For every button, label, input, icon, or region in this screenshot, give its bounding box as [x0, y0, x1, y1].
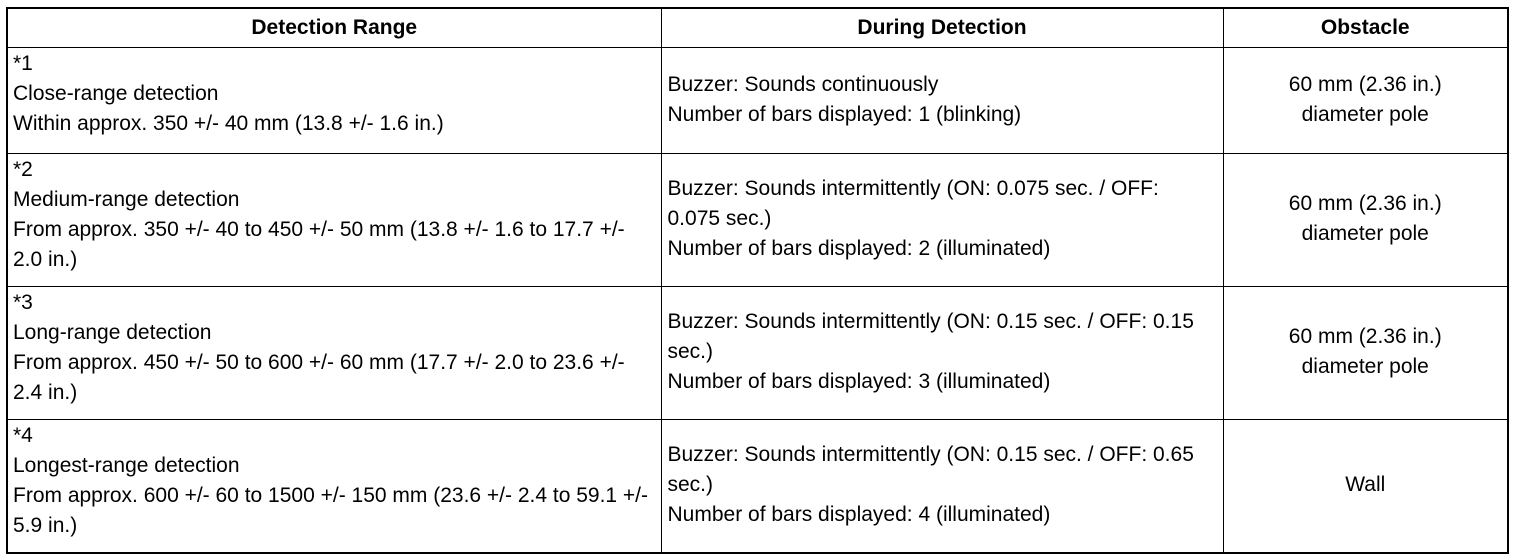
obstacle-line2: diameter pole [1301, 102, 1429, 126]
range-cell [7, 154, 661, 287]
obstacle-line1: 60 mm (2.36 in.) [1288, 192, 1442, 215]
bars-text: Number of bars displayed: 4 (illuminated) [667, 503, 1051, 526]
range-name: Longest-range detection [13, 454, 240, 477]
obstacle-cell [1223, 154, 1508, 287]
obstacle-line1: 60 mm (2.36 in.) [1288, 72, 1442, 96]
range-cell [7, 48, 661, 154]
buzzer-text: Buzzer: Sounds intermittently (ON: 0.15 sec. / OFF: 0.65 sec.) [667, 443, 1194, 496]
header-detection-range: Detection Range [7, 8, 661, 48]
header-obstacle: Obstacle [1223, 8, 1508, 48]
obstacle-cell [1223, 420, 1508, 554]
bars-text: Number of bars displayed: 2 (illuminated) [667, 237, 1051, 260]
range-distance: Within approx. 350 +/- 40 mm (13.8 +/- 1.6 in.) [13, 112, 444, 135]
range-cell [7, 287, 661, 420]
range-distance: From approx. 350 +/- 40 to 450 +/- 50 mm (13.8 +/- 1.6 to 17.7 +/- 2.0 in.) [13, 218, 625, 271]
range-distance: From approx. 450 +/- 50 to 600 +/- 60 mm (17.7 +/- 2.0 to 23.6 +/- 2.4 in.) [13, 351, 625, 404]
during-cell [661, 48, 1223, 154]
range-mark: *1 [13, 52, 33, 75]
table-row [7, 48, 1508, 154]
during-cell [661, 287, 1223, 420]
buzzer-text: Buzzer: Sounds intermittently (ON: 0.15 sec. / OFF: 0.15 sec.) [667, 310, 1194, 363]
obstacle-line2: diameter pole [1301, 355, 1429, 378]
range-cell [7, 420, 661, 554]
range-mark: *2 [13, 158, 33, 181]
table-row [7, 287, 1508, 420]
range-name: Close-range detection [13, 82, 219, 105]
obstacle-line1: Wall [1345, 473, 1386, 496]
table-row [7, 154, 1508, 287]
buzzer-text: Buzzer: Sounds continuously [667, 72, 939, 96]
table-row [7, 420, 1508, 554]
header-row [7, 8, 1508, 48]
range-name: Medium-range detection [13, 188, 240, 211]
range-mark: *3 [13, 291, 33, 314]
bars-text: Number of bars displayed: 1 (blinking) [667, 102, 1022, 126]
obstacle-line2: diameter pole [1301, 222, 1429, 245]
range-name: Long-range detection [13, 321, 212, 344]
during-cell [661, 420, 1223, 554]
range-mark: *4 [13, 424, 33, 447]
range-distance: From approx. 600 +/- 60 to 1500 +/- 150 mm (23.6 +/- 2.4 to 59.1 +/- 5.9 in.) [13, 484, 649, 537]
detection-spec-table [6, 7, 1509, 554]
obstacle-line1: 60 mm (2.36 in.) [1288, 325, 1442, 348]
obstacle-cell [1223, 48, 1508, 154]
obstacle-cell [1223, 287, 1508, 420]
buzzer-text: Buzzer: Sounds intermittently (ON: 0.075 sec. / OFF: 0.075 sec.) [667, 177, 1159, 230]
header-during-detection: During Detection [661, 8, 1223, 48]
during-cell [661, 154, 1223, 287]
bars-text: Number of bars displayed: 3 (illuminated) [667, 370, 1051, 393]
